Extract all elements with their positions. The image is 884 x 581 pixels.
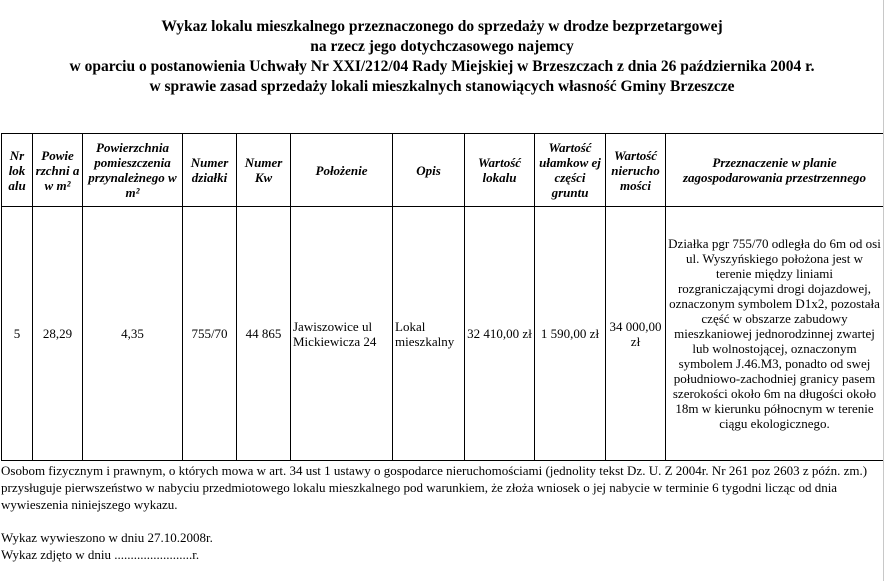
cell-wartosc-lokalu: 32 410,00 zł xyxy=(465,207,535,461)
cell-polozenie: Jawiszowice ul Mickiewicza 24 xyxy=(291,207,393,461)
cell-opis: Lokal mieszkalny xyxy=(393,207,465,461)
title-line-3: w oparciu o postanowienia Uchwały Nr XXI/212/04 Rady Miejskiej w Brzeszczach z dnia 26 października 2004 r. xyxy=(69,58,815,75)
cell-nr-kw: 44 865 xyxy=(237,207,291,461)
posted-date: Wykaz wywieszono w dniu 27.10.2008r. xyxy=(1,530,213,545)
cell-przeznaczenie: Działka pgr 755/70 odległa do 6m od osi ul. Wyszyńskiego położona jest w terenie między liniami rozgraniczającymi drogi dojazdowej, oznaczonym symbolem D1x2, pozostała część w obszarze zabudowy mieszkaniowej jednorodzinnej zwartej lub wolnostojącej, oznaczonym symbolem J.46.M3, ponadto od swej południowo-zachodniej granicy pasem szerokości około 6m na długości około 18m w kierunku północnym w terenie ciągu ekologicznego. xyxy=(666,207,884,461)
priority-note: Osobom fizycznym i prawnym, o których mowa w art. 34 ust 1 ustawy o gospodarce nieruchomościami (jednolity tekst Dz. U. Z 2004r. Nr 261 poz 2603 z późn. zm.) przysługuje pierwszeństwo w nabyciu przedmiotowego lokalu mieszkalnego pod warunkiem, że złoża wniosek o jej nabycie w terminie 6 tygodni licząc od dnia wywieszenia niniejszego wykazu. xyxy=(1,463,868,512)
cell-wartosc-ulamkowej: 1 590,00 zł xyxy=(535,207,606,461)
header-wartosc-lokalu: Wartość lokalu xyxy=(465,134,535,207)
title-line-4: w sprawie zasad sprzedaży lokali mieszkalnych stanowiących własność Gminy Brzeszcze xyxy=(149,78,735,95)
header-pom-przyn: Powierzchnia pomieszczenia przynależnego w m² xyxy=(83,134,183,207)
header-nr-kw: Numer Kw xyxy=(237,134,291,207)
header-wartosc-nieruchomosci: Wartość nierucho mości xyxy=(606,134,666,207)
title-line-2: na rzecz jego dotychczasowego najemcy xyxy=(310,38,574,55)
title-line-1: Wykaz lokalu mieszkalnego przeznaczonego do sprzedaży w drodze bezprzetargowej xyxy=(161,18,723,35)
table-row xyxy=(2,207,884,461)
header-przeznaczenie: Przeznaczenie w planie zagospodarowania przestrzennego xyxy=(666,134,884,207)
header-opis: Opis xyxy=(393,134,465,207)
header-powierzchnia: Powie rzchni a w m² xyxy=(33,134,83,207)
header-nr-dzialki: Numer działki xyxy=(183,134,237,207)
cell-wartosc-nieruchomosci: 34 000,00 zł xyxy=(606,207,666,461)
cell-powierzchnia: 28,29 xyxy=(33,207,83,461)
cell-nr-dzialki: 755/70 xyxy=(183,207,237,461)
header-wartosc-ulamkowej: Wartość ułamkow ej części gruntu xyxy=(535,134,606,207)
header-nr: Nr lok alu xyxy=(2,134,33,207)
property-table xyxy=(1,133,884,461)
header-polozenie: Położenie xyxy=(291,134,393,207)
document-title xyxy=(0,17,884,97)
cell-nr: 5 xyxy=(2,207,33,461)
cell-pom-przyn: 4,35 xyxy=(83,207,183,461)
table-header-row xyxy=(2,134,884,207)
removed-date: Wykaz zdjęto w dniu ........................r. xyxy=(1,547,200,562)
